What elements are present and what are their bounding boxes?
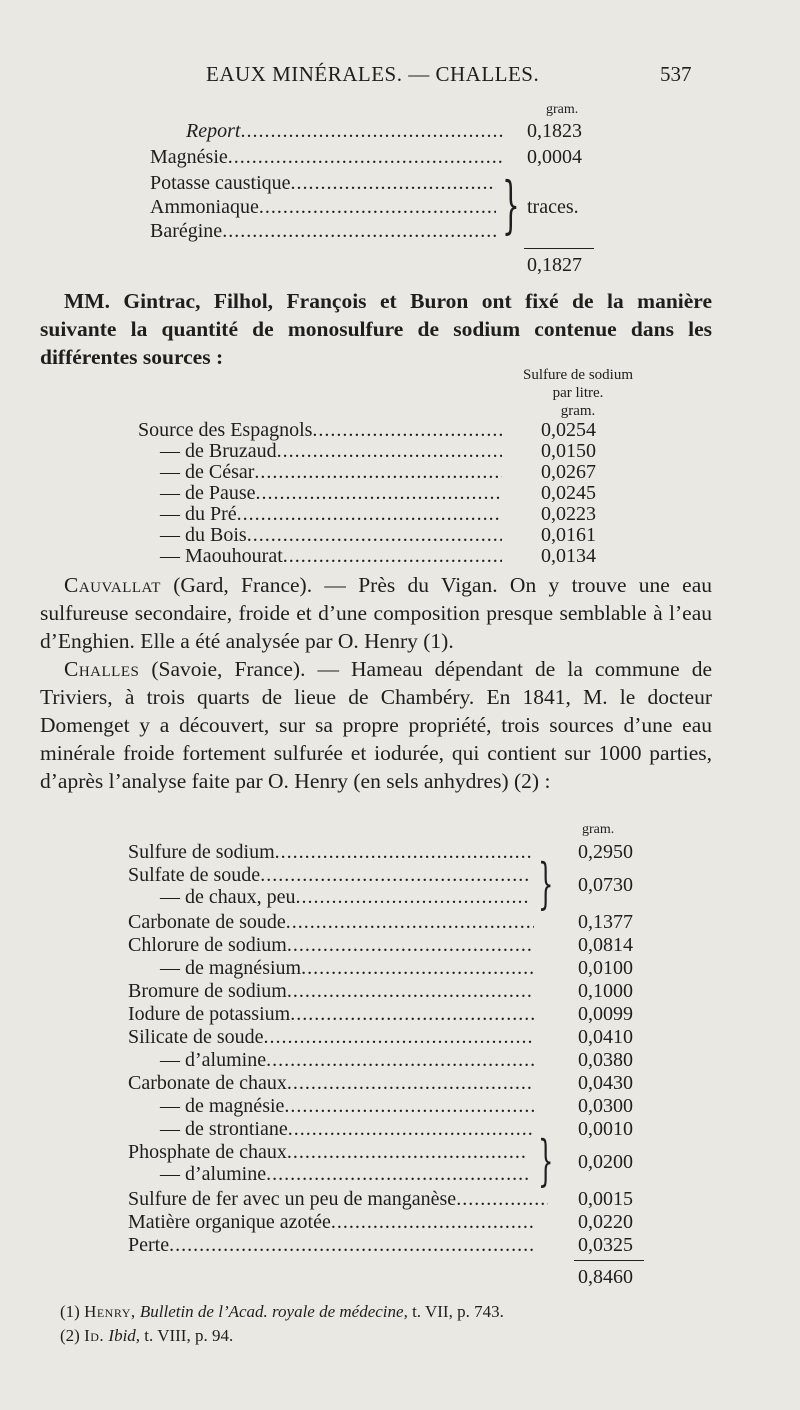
- table-row: Matière organique azotée .....: [128, 1211, 534, 1233]
- table-row: Perte .....: [128, 1234, 534, 1256]
- table-row: [150, 146, 504, 168]
- table-row: — d’alumine .....: [160, 1163, 528, 1185]
- table-row: Phosphate de chaux .....: [128, 1141, 528, 1163]
- row-value: 0,0134: [541, 545, 596, 567]
- row-label: Report: [186, 120, 241, 142]
- footnote-1: (1) Henry, Bulletin de l’Acad. royale de médecine, t. VII, p. 743.: [60, 1302, 504, 1321]
- table-row: — de magnésie .....: [160, 1095, 534, 1117]
- unit-label: gram.: [546, 102, 579, 117]
- table-row: Bromure de sodium .....: [128, 980, 534, 1002]
- row-value: 0,0015: [578, 1188, 633, 1210]
- row-value: 0,0223: [541, 503, 596, 525]
- row-label: Potasse caustique: [150, 172, 291, 194]
- table-row: — de Bruzaud .....: [160, 440, 502, 462]
- table-row: [150, 172, 496, 194]
- table-row: [186, 120, 504, 142]
- table-row: — de magnésium .....: [160, 957, 534, 979]
- row-value: 0,0220: [578, 1211, 633, 1233]
- footnote-2: (2) Id. Ibid, t. VIII, p. 94.: [60, 1326, 234, 1345]
- table-row: — de strontiane .....: [160, 1118, 534, 1140]
- row-value: 0,0325: [578, 1234, 633, 1256]
- table-row: Carbonate de chaux .....: [128, 1072, 534, 1094]
- brace-icon: }: [538, 1129, 554, 1192]
- table-row: Chlorure de sodium .....: [128, 934, 534, 956]
- row-label: Ammoniaque: [150, 196, 259, 218]
- row-value: 0,0380: [578, 1049, 633, 1071]
- row-value: 0,0099: [578, 1003, 633, 1025]
- table-row: — de Pause .....: [160, 482, 502, 504]
- paragraph-sources: MM. Gintrac, Filhol, François et Buron ont fixé de la manière suivante la quantité de monosulfure de sodium contenue dans les différentes sources :: [40, 289, 712, 369]
- row-value: 0,0004: [527, 146, 582, 168]
- row-label: Barégine: [150, 220, 223, 242]
- paragraph-challes: Challes (Savoie, France). — Hameau dépendant de la commune de Triviers, à trois quarts de lieue de Chambéry. En 1841, M. le docteur Domenget y a découvert, sur sa propre propriété, trois sources d’une eau minérale froide fortement sulfurée et iodurée, qui contient sur 1000 parties, d’après l’analyse faite par O. Henry (en sels anhydres) (2) :: [40, 657, 712, 793]
- column-header: Sulfure de sodium par litre. gram.: [523, 367, 633, 419]
- paragraph-cauvallat: Cauvallat (Gard, France). — Près du Vigan. On y trouve une eau sulfureuse secondaire, froide et d’une composition presque semblable à l’eau d’Enghien. Elle a été analysée par O. Henry (1).: [40, 573, 712, 653]
- entry-name: Cauvallat: [64, 573, 161, 597]
- brace-icon: }: [502, 168, 520, 241]
- table-row: [150, 220, 496, 242]
- row-value: 0,0267: [541, 461, 596, 483]
- table-row: Carbonate de soude .....: [128, 911, 534, 933]
- table-row: Source des Espagnols .....: [138, 419, 502, 441]
- unit-label: gram.: [582, 822, 615, 837]
- row-value: 0,1823: [527, 120, 582, 142]
- table-row: Sulfure de fer avec un peu de manganèse .....: [128, 1188, 548, 1210]
- table-row: Silicate de soude .....: [128, 1026, 534, 1048]
- table-row: — de chaux, peu .....: [160, 886, 528, 908]
- sum-rule: [524, 248, 594, 249]
- table-row: [150, 196, 496, 218]
- table-row: — du Bois .....: [160, 524, 502, 546]
- table-row: — de César .....: [160, 461, 502, 483]
- row-value: 0,0100: [578, 957, 633, 979]
- row-value: 0,0814: [578, 934, 633, 956]
- entry-name: Challes: [64, 657, 140, 681]
- group-value: 0,0200: [578, 1151, 633, 1173]
- table-row: Sulfate de soude .....: [128, 864, 528, 886]
- row-value: 0,0010: [578, 1118, 633, 1140]
- row-value: 0,0430: [578, 1072, 633, 1094]
- row-value: 0,0410: [578, 1026, 633, 1048]
- table-row: Iodure de potassium .....: [128, 1003, 534, 1025]
- table-row: — du Pré .....: [160, 503, 502, 525]
- row-value: 0,2950: [578, 841, 633, 863]
- row-value: 0,0300: [578, 1095, 633, 1117]
- row-value: 0,1000: [578, 980, 633, 1002]
- row-value: 0,1377: [578, 911, 633, 933]
- row-value: 0,0161: [541, 524, 596, 546]
- row-value: 0,0254: [541, 419, 596, 441]
- table-row: — d’alumine .....: [160, 1049, 534, 1071]
- sum-rule: [574, 1260, 644, 1261]
- page-number: 537: [660, 62, 692, 86]
- table-row: — Maouhourat .....: [160, 545, 502, 567]
- table-total: 0,8460: [578, 1266, 633, 1288]
- group-value: traces.: [527, 196, 579, 218]
- footnotes: [60, 1300, 504, 1348]
- table-total: 0,1827: [527, 254, 582, 276]
- row-value: 0,0245: [541, 482, 596, 504]
- table-row: Sulfure de sodium .....: [128, 841, 534, 863]
- group-value: 0,0730: [578, 874, 633, 896]
- row-label: Magnésie: [150, 146, 228, 168]
- running-head: EAUX MINÉRALES. — CHALLES.: [206, 62, 540, 86]
- brace-icon: }: [538, 852, 554, 915]
- row-value: 0,0150: [541, 440, 596, 462]
